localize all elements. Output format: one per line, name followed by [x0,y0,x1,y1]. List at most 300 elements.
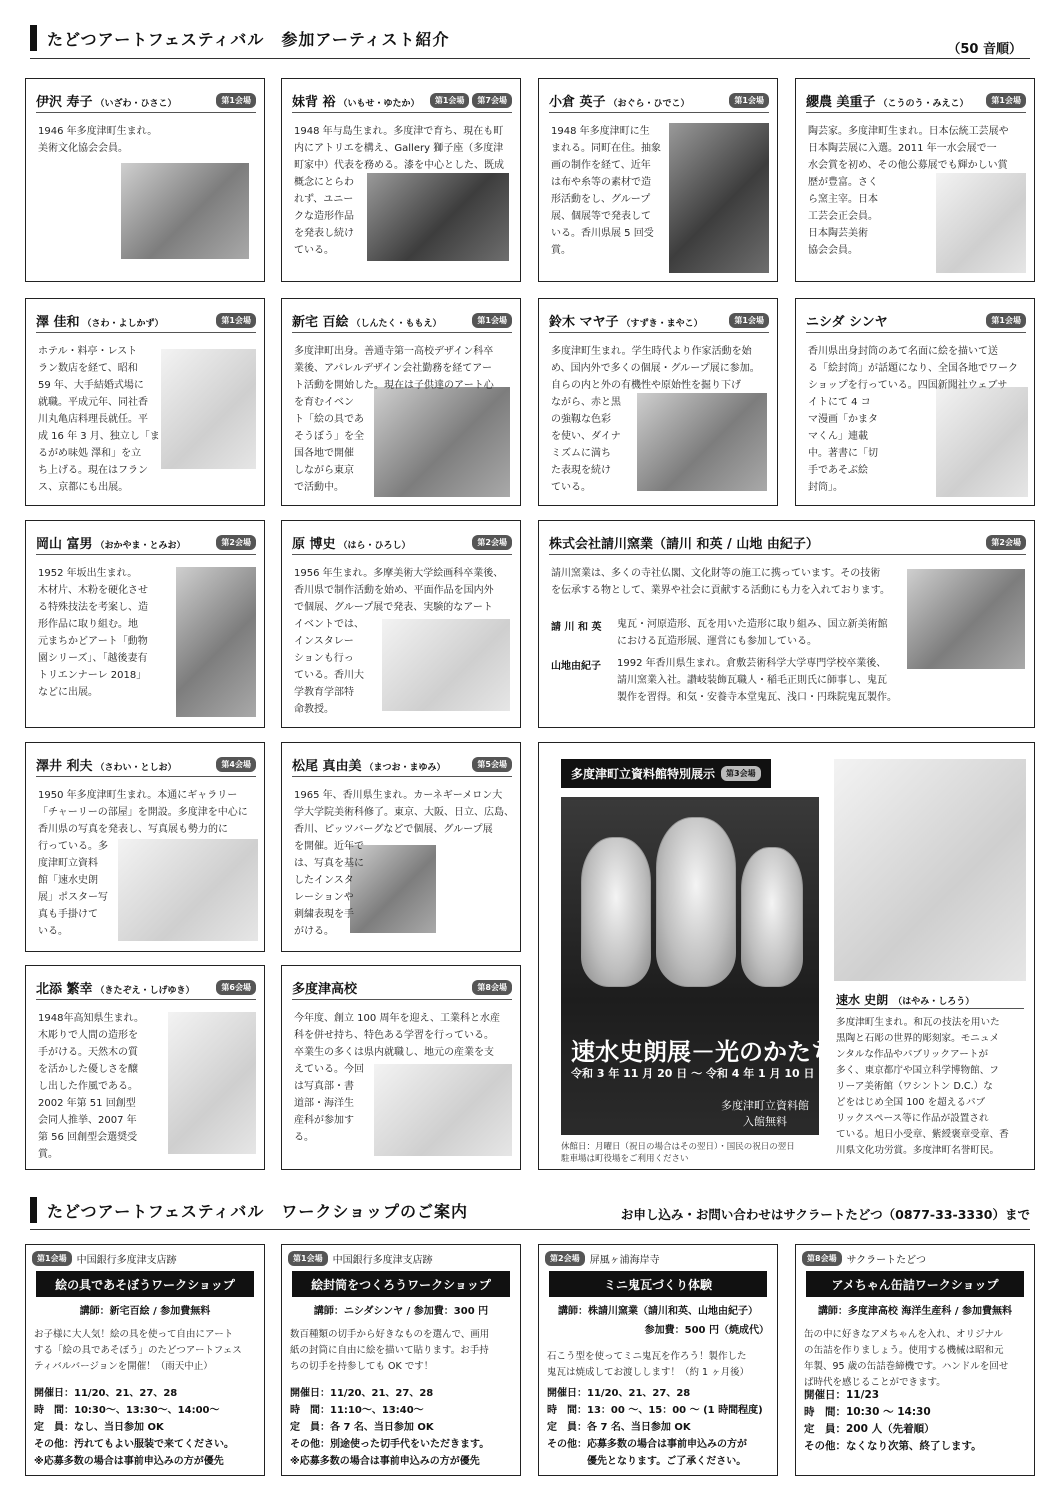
venue-badge: 第2会場 [472,535,512,550]
venue-badge: 第8会場 [472,980,512,995]
artist-reading: （こうのう・みえこ） [878,99,969,109]
bio-line: ス、京都にも出展。 [38,482,129,493]
bio-line: 黒陶と石彫の世界的彫刻家。モニュメ [836,1033,1000,1044]
artist-name: 株式会社請川窯業（請川 和英 / 山地 由紀子） [549,537,819,552]
bio-line: 元まちかどアート「動物 [38,636,148,647]
bio-line: 協会会員。 [808,245,858,256]
artist-card-ukegawa [538,520,1035,728]
bio-line: 会同人推挙、2007 年 [38,1115,137,1126]
instructor-text: 講師：新宅百絵 / 参加費無料 [79,1306,211,1317]
workshop-desc [34,1327,256,1375]
bio-line: 59 年、大手結婚式場に [38,380,144,391]
bio-line: 香川、ピッツバーグなどで個展、グループ展 [294,824,493,835]
bio-line: 2002 年第 51 回創型 [38,1098,136,1109]
bio-line: 陶芸家。多度津町生まれ。日本伝統工芸展や [808,126,1009,137]
artist-name-text: 北添 繁幸 [36,982,93,997]
bio-line: まれる。同町在住。抽象 [551,143,661,154]
intro-line: 請川窯業は、多くの寺社仏閣、文化財等の施工に携っています。その技術 [551,568,881,579]
bio-line: マくん」連載 [808,431,868,442]
workshop-desc [290,1327,512,1375]
bio-line: 川丸亀店料理長就任。平 [38,414,148,425]
artist-name [36,311,164,330]
workshop-info [290,1385,514,1470]
poster-dates: 令和 3 年 11 月 20 日 〜 令和 4 年 1 月 10 日 [571,1067,815,1080]
bio-line: 園シリーズ」、「越後妻有 [38,653,148,664]
workshop-place: 中国銀行多度津支店跡 [332,1255,433,1266]
workshop-place: サクラートたどつ [846,1255,926,1266]
poster-venue-name: 多度津町立資料館 [721,1099,809,1112]
info-line: その他：別途使った切手代をいただきます。 [290,1439,490,1450]
bio-line: 香川県の写真を発表し、写真展も勢力的に [38,824,228,835]
card-head [806,311,1026,333]
artist-name [36,978,195,997]
bio-line: 卒業生の多くは県内就職し、地元の産業を支 [294,1047,494,1058]
desc-line: 鬼瓦は焼成してお渡しします！（約 1 ヶ月後） [547,1367,750,1378]
bio-line: えている。今回 [294,1064,364,1075]
bio-line: し出した作風である。 [38,1081,138,1092]
bio-line: ながら、赤と黒 [551,397,621,408]
info-line: ※応募多数の場合は事前申込みの方が優先 [290,1456,480,1467]
bio-line: は写真部・書 [294,1081,354,1092]
bio-line: 1948年高知県生まれ。 [38,1013,145,1024]
bio-line: 手であそぶ絵 [808,465,868,476]
bio-line: 多度津町生まれ。学生時代より作家活動を始 [551,346,752,357]
exhibit-banner-label: 多度津町立資料館特別展示 [571,767,716,781]
desc-line: 年製、95 歳の缶詰巻締機です。ハンドルを回せ [804,1361,1009,1372]
artist-name [292,533,411,552]
bio-line: 木材片、木粉を硬化させ [38,585,148,596]
bio-line: を発表し続け [294,228,354,239]
info-line: 時 間：10:30 〜 14:30 [804,1406,931,1418]
poster-free: 入館無料 [743,1115,787,1128]
venue-badge: 第2会場 [545,1251,585,1266]
info-line: その他：汚れてもよい服装で来てください。 [34,1439,234,1450]
info-line: その他：なくなり次第、終了します。 [804,1440,982,1452]
venue-badge: 第1会場 [216,93,256,108]
bio-line: 日本陶芸美術 [808,228,868,239]
bio-line: ている。香川大 [294,670,364,681]
workshop-instructor [34,1302,256,1317]
workshop-title: 絵封筒をつくろうワークショップ [292,1271,510,1297]
artist-reading: （おぐら・ひでこ） [608,99,690,109]
header-rule [30,58,1030,59]
workshop-instructor [547,1302,769,1336]
workshop-place: 中国銀行多度津支店跡 [76,1255,177,1266]
page-title: たどつアートフェスティバル 参加アーティスト紹介 [47,29,450,49]
artist-card [538,298,778,506]
artist-card [25,965,265,1170]
bio-line: 概念にとらわ [294,177,354,188]
workshop-info [34,1385,258,1470]
card-head [292,533,512,555]
bio-line: 行っている。多 [38,841,108,852]
artist-name-text: 纓農 美重子 [806,95,876,110]
bio-line: インスタレー [294,636,354,647]
artist-bio [551,343,760,496]
bio-line: め、国内外で多くの個展・グループ展に参加。 [551,363,760,374]
artist-bio [836,1015,1009,1159]
bio-line: そうぼう」を全 [294,431,364,442]
bio-line: で活動中。 [294,482,344,493]
bio-line: ト活動を開始した。現在は子供達のアート心 [294,380,494,391]
bio-line: トリエンナーレ 2018」 [38,670,147,681]
poster-venue [721,1097,809,1129]
bio-line: 多度津町生まれ。和瓦の技法を用いた [836,1017,1000,1028]
lantern-shape [581,837,651,987]
artist-card [281,78,521,282]
bio-line: 1992 年香川県生まれ。倉敷芸術科学大学専門学校卒業後、 [617,658,887,669]
lantern-shape [656,817,736,987]
bio-line: を育むイベン [294,397,354,408]
workshop-title: たどつアートフェスティバル ワークショップのご案内 [47,1201,469,1221]
info-line: その他：応募多数の場合は事前申込みの方が [547,1439,747,1450]
bio-line: る特殊技法を考案し、造 [38,602,148,613]
workshop-header [30,1197,468,1223]
artist-reading: （さわ・よしかず） [82,319,164,329]
artist-name [549,91,690,110]
bio-line: 1952 年坂出生まれ。 [38,568,138,579]
card-head [36,533,256,555]
card-head [36,311,256,333]
bio-line: における瓦造形展、運営にも参加している。 [617,636,817,647]
artist-reading: （おかやま・とみお） [95,541,186,551]
bio-line: 製作を習得。和気・安養寺本堂鬼瓦、浅口・円珠院鬼瓦製作。 [617,692,897,703]
bio-line: で個展、グループ展で発表、実験的なアート [294,602,493,613]
artwork-photo [669,123,769,273]
intro-line: を伝承する物として、業界や社会に貢献する活動にも力を入れております。 [551,585,890,596]
workshop-title: ミニ鬼瓦づくり体験 [549,1271,767,1297]
bio-line: 水会賞を初め、その他公募展でも輝かしい賞 [808,160,1008,171]
bio-line: いる。香川県展 5 回受 [551,228,654,239]
card-head [549,533,1026,555]
bio-line: イベントでは、 [294,619,364,630]
bio-line: したインスタ [294,875,354,886]
artist-reading: （まつお・まゆみ） [364,763,446,773]
bio-line: 形作品に取り組む。地 [38,619,138,630]
bio-line: 学大学院美術科修了。東京、大阪、日立、広島、 [294,807,514,818]
header-bar [30,25,37,51]
bio-line: 第 56 回創型会選奨受 [38,1132,138,1143]
info-line: ※応募多数の場合は事前申込みの方が優先 [34,1456,224,1467]
card-head [292,755,512,777]
bio-line: ラン数店を経て、昭和 [38,363,138,374]
artist-bio [551,123,661,259]
artist-name-text: 小倉 英子 [549,95,606,110]
artist-card [538,78,778,282]
bio-line: 道部・海洋生 [294,1098,354,1109]
bio-line: 請川窯業入社。讃岐装飾瓦職人・稲毛正則氏に師事し、鬼瓦 [617,675,887,686]
artist-bio [38,343,160,496]
desc-line: ば時代を感じることができます。 [804,1377,946,1388]
workshop-venue-row [802,1251,926,1266]
bio-line: るがめ味処 澤和」を立 [38,448,142,459]
bio-line: は、写真を基に [294,858,364,869]
venue-badge: 第1会場 [216,313,256,328]
workshop-card [538,1244,778,1476]
info-line: 開催日：11/23 [804,1389,880,1401]
bio-line: 科を併せ持ち、特色ある学習を行っている。 [294,1030,494,1041]
exhibit-card [538,742,1035,1170]
venue-badge: 第1会場 [430,93,470,108]
bio-line: 歴が豊富。さく [808,177,878,188]
artist-card [795,78,1035,282]
artist-reading: （いざわ・ひさこ） [95,99,177,109]
info-line: 優先となります。ご了承ください。 [547,1456,747,1467]
bio-line: を使い、ダイナ [551,431,621,442]
venue-badge: 第1会場 [32,1251,72,1266]
header-bar [30,1197,37,1223]
artist-name: 速水 史朗 [836,993,889,1007]
artist-bio [294,565,503,718]
order-note: （50 音順） [947,42,1022,57]
bio-line: ショップを行っている。四国新聞社ウェブサ [808,380,1008,391]
person-bio [617,616,888,650]
bio-line: 工芸会正会員。 [808,211,878,222]
artist-card [25,742,265,952]
venue-badge: 第2会場 [986,535,1026,550]
bio-line: 展」ポスター写 [38,892,108,903]
artist-name [806,91,969,110]
venue-badge: 第6会場 [216,980,256,995]
venue-badge: 第5会場 [472,757,512,772]
card-head [549,91,769,113]
workshop-card [795,1244,1035,1476]
bio-line: リックスペース等に作品が設置され [836,1113,989,1124]
bio-line: 展、個展等で発表して [551,211,651,222]
bio-line: リーア美術館（ワシントン D.C.）な [836,1081,993,1092]
bio-line: 香川県出身封筒のあて名面に絵を描いて送 [808,346,998,357]
artist-card [281,742,521,952]
artwork-photo [168,1012,256,1154]
note-line: 休館日：月曜日（祝日の場合はその翌日）・国民の祝日の翌日 [561,1142,795,1152]
bio-line: 美術文化協会会員。 [38,143,128,154]
bio-line: 1948 年多度津町に生 [551,126,650,137]
bio-line: クな造形作品 [294,211,354,222]
bio-line: 日本陶芸展に入選。2011 年一水会展で一 [808,143,997,154]
bio-line: た表現を続け [551,465,611,476]
workshop-info [547,1385,771,1470]
artist-name [292,311,442,330]
ukegawa-intro [551,565,890,599]
exhibit-banner [561,759,771,788]
bio-line: ている。旭日小受章、紫綬褒章受章、香 [836,1129,1009,1140]
info-line: 時 間：10:30〜、13:30〜、14:00〜 [34,1405,220,1416]
artist-card [25,78,265,282]
bio-line: 形活動をし、グループ [551,194,651,205]
bio-line: どをはじめ全国 100 を超えるパブ [836,1097,986,1108]
info-line: 開催日：11/20、21、27、28 [290,1388,434,1399]
bio-line: 中。著書に「切 [808,448,878,459]
workshop-rule [30,1229,1030,1230]
info-line: 時 間：11:10〜、13:40〜 [290,1405,424,1416]
card-head [36,91,256,113]
desc-line: 石こう型を使ってミニ鬼瓦を作ろう！製作した [547,1351,747,1362]
bio-line: 封筒」。 [808,482,843,493]
card-head [292,91,512,113]
artist-name [36,91,177,110]
bio-line: ンタルな作品やパブリックアートが [836,1049,989,1060]
artist-card [281,520,521,728]
bio-line: れず、ユニー [294,194,354,205]
artist-name-text: 多度津高校 [292,982,358,997]
desc-line: 缶の中に好きなアメちゃんを入れ、オリジナル [804,1329,1004,1340]
bio-line: を活かした優しさを醸 [38,1064,138,1075]
artist-name [292,91,420,110]
bio-line: 命教授。 [294,704,334,715]
workshop-venue-row [545,1251,660,1266]
artist-reading: （さわい・としお） [95,763,177,773]
info-line: 定 員：各 7 名、当日参加 OK [290,1422,434,1433]
workshop-venue-row [288,1251,433,1266]
venue-badge: 第1会場 [729,313,769,328]
artist-card [25,298,265,506]
artist-name [36,755,177,774]
bio-line: の強靱な色彩 [551,414,611,425]
artist-bio [294,1010,500,1146]
artwork-photo [176,567,256,717]
bio-line: 鬼瓦・河原造形、瓦を用いた造形に取り組み、国立新美術館 [617,619,888,630]
artist-reading: （いもせ・ゆたか） [338,99,420,109]
bio-line: 1950 年多度津町生まれ。本通にギャラリー [38,790,238,801]
artist-bio [38,787,248,940]
artist-card [281,965,521,1170]
info-line: 定 員：各 7 名、当日参加 OK [547,1422,691,1433]
bio-line: 香川県で制作活動を始め、平面作品を国内外 [294,585,494,596]
artist-name-text: 妹背 裕 [292,95,336,110]
workshop-title: 絵の具であそぼうワークショップ [36,1271,254,1297]
artwork-photo [121,163,249,259]
page-header [30,25,450,51]
bio-line: いる。 [38,926,68,937]
artist-bio [294,123,504,259]
exhibit-poster [561,797,859,1135]
instructor-text: 講師：多度津高校 海洋生産科 / 参加費無料 [817,1306,1013,1317]
info-line: 時 間：13：00 〜、15：00 〜 (1 時間程度) [547,1405,763,1416]
desc-line: お子様に大人気！絵の具を使って自由にアート [34,1329,234,1340]
info-line: 定 員：なし、当日参加 OK [34,1422,164,1433]
instructor-text: 講師：株請川窯業（請川和英、山地由紀子） [558,1306,758,1317]
artist-reading: （すずき・まやこ） [621,319,703,329]
artist-name [36,533,186,552]
workshop-desc [804,1327,1026,1391]
bio-line: 手がける。天然木の質 [38,1047,138,1058]
desc-line: する「絵の具であそぼう」のたどつアートフェス [34,1345,242,1356]
workshop-contact: お申し込み・お問い合わせはサクラートたどつ（0877-33-3330）まで [620,1207,1030,1222]
bio-line: 自らの内と外の有機性や原始性を掘り下げ [551,380,741,391]
bio-line: る「絵封筒」が話題になり、全国各地でワーク [808,363,1018,374]
artwork-photo [907,569,1025,669]
artist-bio [294,343,494,496]
bio-line: ホテル・料亭・レスト [38,346,138,357]
bio-line: 「チャーリーの部屋」を開設。多度津を中心に [38,807,248,818]
bio-line: 学教育学部特 [294,687,354,698]
person-label: 山地由紀子 [551,661,601,672]
artist-name [292,978,357,997]
bio-line: イトにて 4 コ [808,397,871,408]
bio-line: 内にアトリエを構え、Gallery 獅子座（多度津 [294,143,504,154]
artist-bio [808,343,1018,496]
bio-line: 多く、東京都庁や国立科学博物館、フ [836,1065,999,1076]
bio-line: 真も手掛けて [38,909,98,920]
workshop-instructor [290,1302,512,1317]
workshop-venue-row [32,1251,177,1266]
bio-line: 館「速水史朗 [38,875,98,886]
artist-reading: （はやみ・しろう） [893,997,975,1007]
workshop-card [281,1244,521,1476]
bio-line: 1948 年与島生まれ。多度津で育ち、現在も町 [294,126,504,137]
bio-line: ている。 [294,245,334,256]
instructor-text: 講師：ニシダシンヤ / 参加費：300 円 [313,1306,489,1317]
bio-line: 成 16 年 3 月、独立し「ま [38,431,160,442]
artist-bio [808,123,1009,259]
bio-line: 産科が参加す [294,1115,354,1126]
info-line: 開催日：11/20、21、27、28 [34,1388,178,1399]
artist-reading: （きたぞえ・しげゆき） [95,986,195,996]
desc-line: 紙の封筒に自由に絵を描いて貼ります。お手持 [290,1345,489,1356]
bio-line: 賞。 [551,245,571,256]
bio-line: 木彫りで人間の造形を [38,1030,138,1041]
bio-line: 国各地で開催 [294,448,354,459]
bio-line: 賞。 [38,1149,58,1160]
artist-card [281,298,521,506]
venue-badge: 第3会場 [721,766,761,781]
person-label: 請 川 和 英 [551,622,602,633]
note-line: 駐車場は町役場をご利用ください [561,1154,689,1164]
workshop-title: アメちゃん缶詰ワークショップ [806,1271,1024,1297]
bio-line: レーションや [294,892,354,903]
artist-portrait [834,759,1026,981]
artist-card [795,298,1035,506]
artist-bio [38,123,157,157]
venue-badge: 第1会場 [729,93,769,108]
bio-line: マ漫画「かまタ [808,414,878,425]
venue-badge: 第7会場 [472,93,512,108]
bio-line: ている。 [551,482,591,493]
artist-bio [38,565,148,701]
artist-reading: （はら・ひろし） [338,541,411,551]
artist-name-text: 松尾 真由美 [292,759,362,774]
artist-name-text: 澤 佳和 [36,315,80,330]
bio-line: がける。 [294,926,334,937]
bio-line: 1946 年多度津町生まれ。 [38,126,158,137]
bio-line: は布や糸等の素材で造 [551,177,651,188]
bio-line: 就職。平成元年、同社香 [38,397,148,408]
desc-line: 数百種類の切手から好きなものを選んで、画用 [290,1329,490,1340]
bio-line: 業後、アパレルデザイン会社勤務を経てアー [294,363,492,374]
bio-line: 多度津町出身。善通寺第一高校デザイン科卒 [294,346,494,357]
bio-line: 刺繍表現を手 [294,909,354,920]
card-head [806,91,1026,113]
card-head [292,978,512,1000]
bio-line: ち上げる。現在はフラン [38,465,148,476]
bio-line: 度津町立資料 [38,858,98,869]
artist-reading: （しんたく・ももえ） [351,319,442,329]
bio-line: ミズムに満ち [551,448,611,459]
bio-line: 川県文化功労賞。多度津町名誉町民。 [836,1145,1000,1156]
venue-badge: 第1会場 [288,1251,328,1266]
bio-line: しながら東京 [294,465,354,476]
poster-title: 速水史朗展－光のかたち－ [571,1037,859,1066]
artist-name-text: 岡山 富男 [36,537,93,552]
artist-name [292,755,446,774]
card-head [549,311,769,333]
artist-bio [38,1010,144,1163]
bio-line: 画の制作を経て、近年 [551,160,651,171]
venue-badge: 第1会場 [986,313,1026,328]
bio-line: などに出展。 [38,687,98,698]
artist-name-text: ニシダ シンヤ [806,315,888,330]
bio-line: 今年度、創立 100 周年を迎え、工業科と水産 [294,1013,501,1024]
